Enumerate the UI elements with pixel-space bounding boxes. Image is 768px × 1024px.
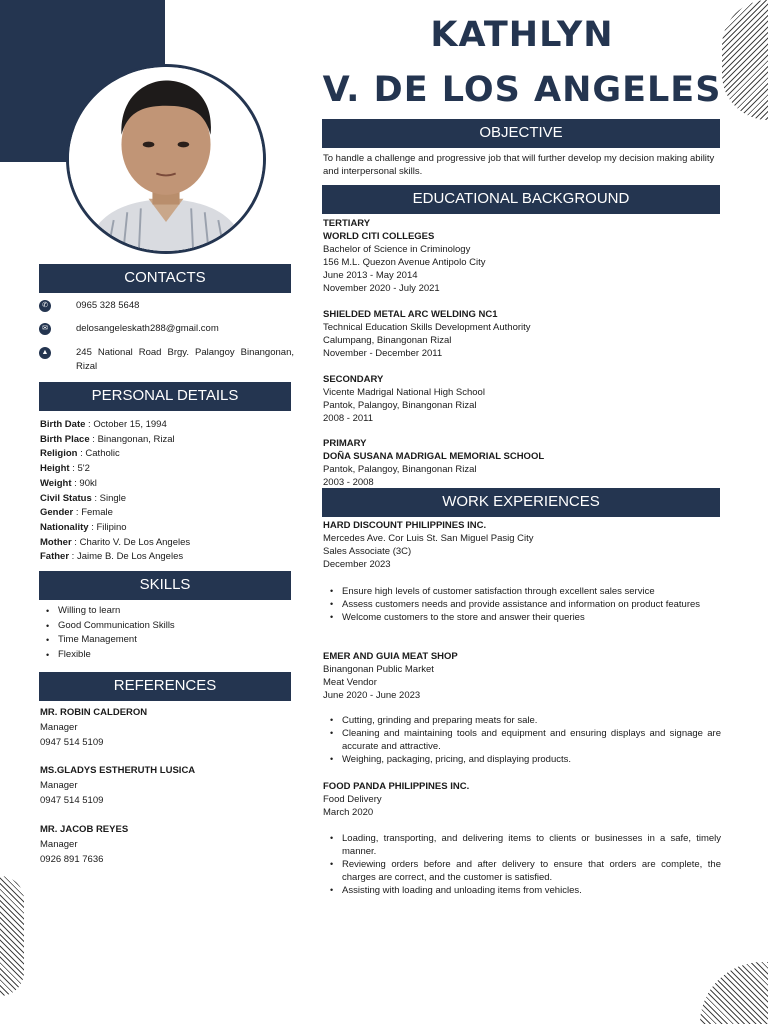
job-duties-list — [324, 832, 721, 897]
objective-heading: OBJECTIVE — [322, 119, 720, 148]
duty-item: • Loading, transporting, and delivering items to clients or businesses in a safe, timely manner. — [324, 832, 721, 858]
phone-number: 0965 328 5648 — [76, 300, 140, 311]
skills-list — [40, 604, 290, 663]
duty-item: • Cutting, grinding and preparing meats for sale. — [324, 714, 721, 727]
school-address: Pantok, Palangoy, Binangonan Rizal — [323, 400, 477, 411]
training-org: Technical Education Skills Development Authority — [323, 322, 531, 333]
job-dates: June 2020 - June 2023 — [323, 690, 421, 701]
training-dates: November - December 2011 — [323, 348, 443, 359]
profile-photo — [66, 64, 266, 254]
name-line-first: KATHLYN — [430, 15, 614, 55]
reference-entry — [40, 705, 147, 750]
school-dates: June 2013 - May 2014 — [323, 270, 418, 281]
contacts-heading: CONTACTS — [39, 264, 291, 293]
school-name: DOÑA SUSANA MADRIGAL MEMORIAL SCHOOL — [323, 451, 545, 462]
skill-item: • Flexible — [40, 648, 290, 663]
job-entry — [323, 519, 721, 571]
detail-row: Gender : Female — [40, 507, 113, 519]
detail-row: Religion : Catholic — [40, 448, 120, 460]
name-line-last: V. DE LOS ANGELES — [322, 70, 722, 110]
detail-row: Mother : Charito V. De Los Angeles — [40, 536, 191, 548]
job-entry — [323, 780, 721, 819]
hatched-circle-decoration — [722, 0, 768, 120]
job-position: Meat Vendor — [323, 677, 377, 688]
personal-details-list — [40, 418, 190, 565]
reference-phone: 0947 514 5109 — [40, 737, 104, 748]
skill-item: • Time Management — [40, 633, 290, 648]
hatched-circle-decoration — [0, 876, 24, 996]
skills-heading: SKILLS — [39, 571, 291, 600]
reference-role: Manager — [40, 839, 78, 850]
company-name: EMER AND GUIA MEAT SHOP — [323, 651, 458, 662]
detail-row: Weight : 90kl — [40, 477, 97, 489]
personal-details-heading: PERSONAL DETAILS — [39, 382, 291, 411]
education-tertiary — [323, 217, 721, 295]
school-dates: 2003 - 2008 — [323, 477, 374, 488]
job-entry — [323, 650, 721, 702]
reference-name: MS.GLADYS ESTHERUTH LUSICA — [40, 765, 196, 776]
reference-role: Manager — [40, 722, 78, 733]
person-portrait-icon — [69, 67, 263, 251]
education-level: TERTIARY — [323, 218, 371, 229]
job-dates: December 2023 — [323, 559, 391, 570]
detail-row: Birth Date : October 15, 1994 — [40, 419, 167, 430]
company-name: HARD DISCOUNT PHILIPPINES INC. — [323, 520, 487, 531]
education-level: SECONDARY — [323, 374, 384, 385]
reference-phone: 0926 891 7636 — [40, 854, 104, 865]
duty-item: • Cleaning and maintaining tools and equipment and ensuring displays and signage are accurate and attractive. — [324, 727, 721, 753]
education-secondary — [323, 373, 721, 425]
home-icon: ▲ — [39, 347, 51, 359]
work-heading: WORK EXPERIENCES — [322, 488, 720, 517]
reference-name: MR. ROBIN CALDERON — [40, 707, 148, 718]
references-heading: REFERENCES — [39, 672, 291, 701]
school-address: Pantok, Palangoy, Binangonan Rizal — [323, 464, 477, 475]
company-address: Binangonan Public Market — [323, 664, 434, 675]
detail-row: Birth Place : Binangonan, Rizal — [40, 433, 175, 445]
duty-item: • Reviewing orders before and after delivery to ensure that orders are complete, the charges are correct, and the customer is satisfied. — [324, 858, 721, 884]
job-dates: March 2020 — [323, 807, 374, 818]
reference-role: Manager — [40, 780, 78, 791]
job-position: Sales Associate (3C) — [323, 546, 412, 557]
company-name: FOOD PANDA PHILIPPINES INC. — [323, 781, 470, 792]
duty-item: • Assisting with loading and unloading items from vehicles. — [324, 884, 721, 897]
reference-name: MR. JACOB REYES — [40, 824, 129, 835]
home-address: 245 National Road Brgy. Palangoy Binangonan, Rizal — [76, 347, 294, 372]
school-name: WORLD CITI COLLEGES — [323, 231, 435, 242]
detail-row: Nationality : Filipino — [40, 521, 127, 533]
duty-item: • Weighing, packaging, pricing, and displaying products. — [324, 753, 721, 766]
skill-item: • Good Communication Skills — [40, 619, 290, 634]
education-level: PRIMARY — [323, 438, 367, 449]
reference-phone: 0947 514 5109 — [40, 795, 104, 806]
job-duties-list — [324, 585, 721, 624]
reference-entry — [40, 763, 195, 808]
email-address: delosangeleskath288@gmail.com — [76, 323, 219, 334]
education-vocational — [323, 308, 721, 360]
reference-entry — [40, 822, 128, 867]
company-address: Mercedes Ave. Cor Luis St. San Miguel Pasig City — [323, 533, 534, 544]
duty-item: • Welcome customers to the store and answer their queries — [324, 611, 721, 624]
job-duties-list — [324, 714, 721, 766]
education-heading: EDUCATIONAL BACKGROUND — [322, 185, 720, 214]
course-name: Bachelor of Science in Criminology — [323, 244, 471, 255]
job-position: Food Delivery — [323, 794, 382, 805]
duty-item: • Assess customers needs and provide assistance and information on product features — [324, 598, 721, 611]
training-address: Calumpang, Binangonan Rizal — [323, 335, 452, 346]
school-name: Vicente Madrigal National High School — [323, 387, 485, 398]
hatched-circle-decoration — [700, 962, 768, 1024]
training-title: SHIELDED METAL ARC WELDING NC1 — [323, 309, 498, 320]
skill-item: • Willing to learn — [40, 604, 290, 619]
education-primary — [323, 437, 721, 489]
detail-row: Height : 5'2 — [40, 463, 90, 475]
phone-icon: ✆ — [39, 300, 51, 312]
detail-row: Civil Status : Single — [40, 492, 127, 504]
school-dates: 2008 - 2011 — [323, 413, 374, 424]
email-icon: ✉ — [39, 323, 51, 335]
objective-text: To handle a challenge and progressive job that will further develop my decision making ability and interpersonal skills. — [323, 153, 715, 177]
duty-item: • Ensure high levels of customer satisfaction through excellent sales service — [324, 585, 721, 598]
detail-row: Father : Jaime B. De Los Angeles — [40, 551, 184, 563]
school-dates: November 2020 - July 2021 — [323, 283, 440, 294]
school-address: 156 M.L. Quezon Avenue Antipolo City — [323, 257, 486, 268]
